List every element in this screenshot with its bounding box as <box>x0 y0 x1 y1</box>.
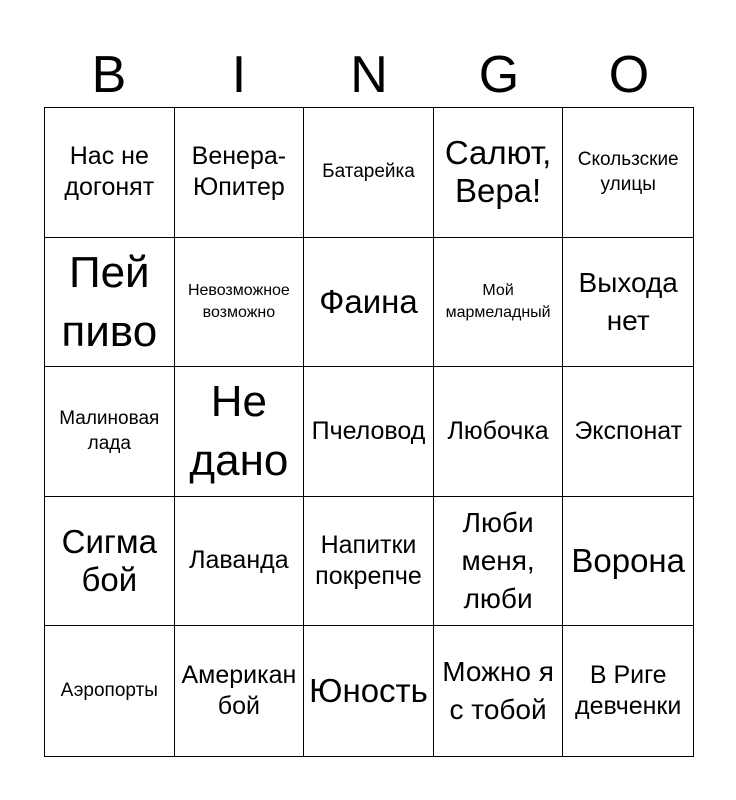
bingo-cell[interactable]: Американ бой <box>175 626 305 756</box>
bingo-cell[interactable]: Венера-Юпитер <box>175 108 305 238</box>
bingo-cell[interactable]: Ворона <box>563 497 693 627</box>
bingo-cell[interactable]: Батарейка <box>304 108 434 238</box>
header-letter-i: I <box>231 46 247 104</box>
header-letter-o: O <box>608 46 650 104</box>
bingo-cell[interactable]: Можно я с тобой <box>434 626 564 756</box>
header-letter-g: G <box>478 46 520 104</box>
bingo-cell[interactable]: Выхода нет <box>563 238 693 368</box>
bingo-cell[interactable]: Салют, Вера! <box>434 108 564 238</box>
bingo-cell[interactable]: Юность <box>304 626 434 756</box>
header-letter-n: N <box>350 46 388 104</box>
bingo-cell[interactable]: Малиновая лада <box>45 367 175 497</box>
bingo-cell[interactable]: Невозможное возможно <box>175 238 305 368</box>
bingo-cell[interactable]: Аэропорты <box>45 626 175 756</box>
bingo-cell[interactable]: Лаванда <box>175 497 305 627</box>
bingo-cell[interactable]: Пей пиво <box>45 238 175 368</box>
bingo-cell[interactable]: Люби меня, люби <box>434 497 564 627</box>
bingo-cell[interactable]: Напитки покрепче <box>304 497 434 627</box>
bingo-cell[interactable]: Фаина <box>304 238 434 368</box>
bingo-header <box>44 38 694 112</box>
bingo-cell[interactable]: Пчеловод <box>304 367 434 497</box>
bingo-cell[interactable]: Не дано <box>175 367 305 497</box>
bingo-cell[interactable]: Скользские улицы <box>563 108 693 238</box>
bingo-cell[interactable]: Экспонат <box>563 367 693 497</box>
bingo-cell[interactable]: Сигма бой <box>45 497 175 627</box>
bingo-cell[interactable]: Мой мармеладный <box>434 238 564 368</box>
header-letter-b: B <box>91 46 127 104</box>
bingo-cell[interactable]: Любочка <box>434 367 564 497</box>
bingo-board <box>44 107 694 757</box>
bingo-cell[interactable]: В Риге девченки <box>575 660 682 721</box>
bingo-cell[interactable]: Нас не догонят <box>45 108 175 238</box>
